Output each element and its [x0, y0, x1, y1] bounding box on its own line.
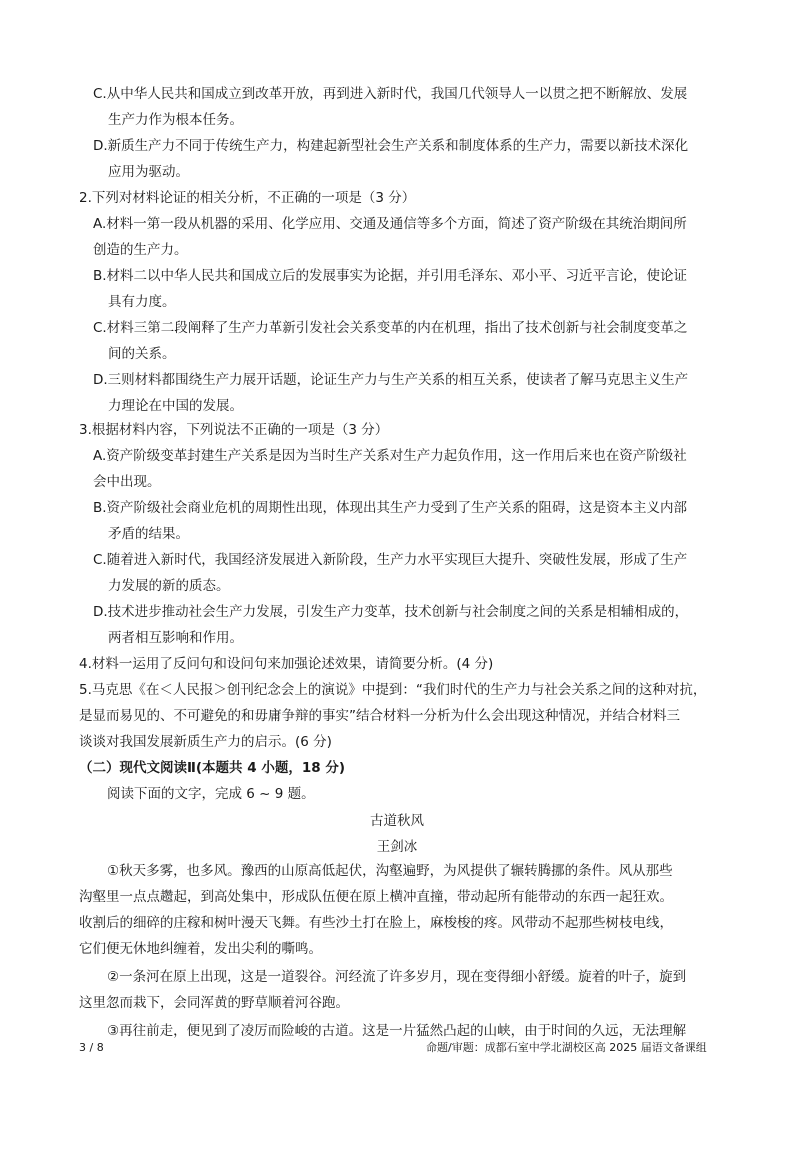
- paragraph-3-line: ③再往前走，便见到了凌厉而险峻的古道。这是一片猛然凸起的山峡，由于时间的久远，无法理解: [107, 1023, 687, 1039]
- option-1d-line: D.新质生产力不同于传统生产力，构建起新型社会生产关系和制度体系的生产力，需要以新技术深化: [93, 138, 689, 154]
- question-3: 3.根据材料内容，下列说法不正确的一项是（3 分）: [79, 422, 389, 438]
- option-2d-line: D.三则材料都围绕生产力展开话题，论证生产力与生产关系的相互关系，使读者了解马克思主义生产: [93, 372, 689, 388]
- paragraph-1-line-cont: 沟壑里一点点趱起，到高处集中，形成队伍便在原上横冲直撞，带动起所有能带动的东西一起狂欢。: [79, 889, 673, 905]
- option-1c-line: C.从中华人民共和国成立到改革开放，再到进入新时代，我国几代领导人一以贯之把不断解放、发展: [93, 86, 688, 102]
- section-heading: （二）现代文阅读Ⅱ(本题共 4 小题，18 分): [79, 760, 346, 776]
- option-3c-line: C.随着进入新时代，我国经济发展进入新阶段，生产力水平实现巨大提升、突破性发展，形成了生产: [93, 552, 688, 568]
- question-4: 4.材料一运用了反问句和设问句来加强论述效果，请简要分析。(4 分): [79, 656, 494, 672]
- question-5-line-cont2: 谈谈对我国发展新质生产力的启示。(6 分): [79, 734, 332, 750]
- option-2c-line-cont: 间的关系。: [108, 346, 176, 362]
- paragraph-2-line: ②一条河在原上出现，这是一道裂谷。河经流了许多岁月，现在变得细小舒缓。旋着的叶子，旋到: [107, 969, 687, 985]
- paragraph-1-line-cont2: 收割后的细碎的庄稼和树叶漫天飞舞。有些沙土打在脸上，麻梭梭的疼。风带动不起那些树枝电线，: [79, 915, 673, 931]
- question-2: 2.下列对材料论证的相关分析，不正确的一项是（3 分）: [79, 190, 416, 206]
- option-3c-line-cont: 力发展的新的质态。: [108, 578, 230, 594]
- question-5-line-cont: 是显而易见的、不可避免的和毋庸争辩的事实”结合材料一分析为什么会出现这种情况，并结合材料三: [79, 708, 680, 724]
- paragraph-1-line-cont3: 它们便无休地纠缠着，发出尖利的嘶鸣。: [79, 941, 322, 957]
- option-2b-line-cont: 具有力度。: [108, 294, 176, 310]
- option-3d-line: D.技术进步推动社会生产力发展，引发生产力变革，技术创新与社会制度之间的关系是相辅相成的，: [93, 604, 689, 620]
- option-2a-line: A.材料一第一段从机器的采用、化学应用、交通及通信等多个方面，简述了资产阶级在其统治期间所: [93, 216, 687, 232]
- page-number: 3 / 8: [79, 1041, 104, 1054]
- paragraph-2-line-cont: 这里忽而栽下，会同浑黄的野草顺着河谷跑。: [79, 995, 349, 1011]
- option-2c-line: C.材料三第二段阐释了生产力革新引发社会关系变革的内在机理，指出了技术创新与社会制度变革之: [93, 320, 688, 336]
- option-3a-line-cont: 会中出现。: [93, 474, 161, 490]
- paragraph-1-line: ①秋天多雾，也多风。豫西的山原高低起伏，沟壑遍野，为风提供了辗转腾挪的条件。风从那些: [107, 863, 673, 879]
- option-3d-line-cont: 两者相互影响和作用。: [108, 630, 243, 646]
- option-3b-line-cont: 矛盾的结果。: [108, 526, 189, 542]
- article-author: 王剑冰: [376, 839, 418, 855]
- option-3a-line: A.资产阶级变革封建生产关系是因为当时生产关系对生产力起负作用，这一作用后来也在资产阶级社: [93, 448, 687, 464]
- option-1d-line-cont: 应用为驱动。: [108, 164, 189, 180]
- option-1c-line-cont: 生产力作为根本任务。: [108, 112, 243, 128]
- question-5-line: 5.马克思《在＜人民报＞创刊纪念会上的演说》中提到：“我们时代的生产力与社会关系之间的这种对抗，: [79, 682, 707, 698]
- article-title: 古道秋风: [370, 813, 424, 829]
- option-2b-line: B.材料二以中华人民共和国成立后的发展事实为论据，并引用毛泽东、邓小平、习近平言论，使论证: [93, 268, 688, 284]
- option-3b-line: B.资产阶级社会商业危机的周期性出现，体现出其生产力受到了生产关系的阻碍，这是资本主义内部: [93, 500, 688, 516]
- footer-credit: 命题/审题：成都石室中学北湖校区高 2025 届语文备课组: [426, 1041, 707, 1054]
- option-2a-line-cont: 创造的生产力。: [93, 242, 188, 258]
- reading-instruction: 阅读下面的文字，完成 6 ~ 9 题。: [107, 786, 315, 802]
- option-2d-line-cont: 力理论在中国的发展。: [108, 398, 243, 414]
